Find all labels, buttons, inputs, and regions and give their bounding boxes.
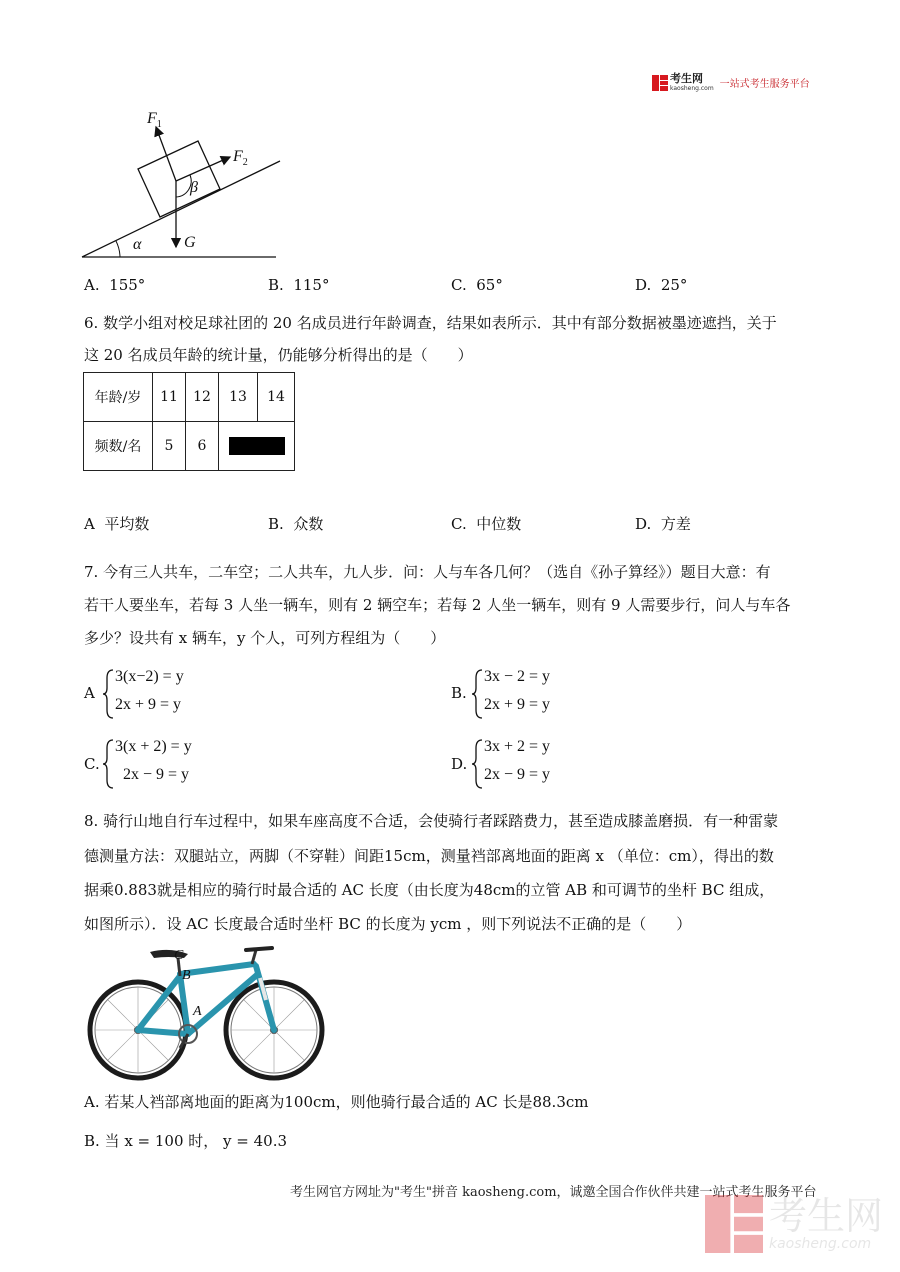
- watermark-name: 考生网: [769, 1194, 884, 1238]
- q6-option-b[interactable]: B. 众数: [268, 515, 324, 533]
- label-f2: $F_2$: [233, 148, 248, 169]
- watermark: [705, 1195, 883, 1253]
- label-f1: $F_1$: [147, 110, 162, 131]
- bike-label-c: C: [174, 948, 184, 963]
- q7-option-b-letter[interactable]: B.: [451, 684, 467, 702]
- q7-option-d-letter[interactable]: D.: [451, 755, 468, 773]
- watermark-url: kaosheng.com: [769, 1236, 872, 1252]
- q7-text-line3: 多少？设共有 x 辆车，y 个人，可列方程组为（ ）: [84, 629, 446, 647]
- q6-option-a[interactable]: A 平均数: [84, 515, 150, 533]
- table-cell: 年龄/岁: [84, 373, 153, 422]
- footer-text: 考生网官方网址为"考生"拼音 kaosheng.com，诚邀全国合作伙伴共建一站式考生服务平台: [290, 1185, 817, 1200]
- q7-option-c-eq1: 3(x + 2) = y: [115, 738, 192, 755]
- q7-text-line2: 若干人要坐车，若每 3 人坐一辆车，则有 2 辆空车；若每 2 人坐一辆车，则有 9 人需要步行，问人与车各: [84, 596, 791, 614]
- q5-option-d[interactable]: D. 25°: [635, 276, 688, 294]
- label-g: G: [184, 234, 196, 251]
- bike-frame: [138, 964, 274, 1034]
- f2-arrow: [176, 157, 230, 181]
- q7-option-a-eq2: 2x + 9 = y: [115, 696, 182, 713]
- incline-line: [82, 161, 280, 257]
- q7-option-a-eq1: 3(x−2) = y: [115, 668, 184, 685]
- label-alpha: α: [133, 236, 142, 253]
- q5-option-c[interactable]: C. 65°: [451, 276, 503, 294]
- q8-option-b[interactable]: B. 当 x = 100 时， y = 40.3: [84, 1132, 288, 1150]
- q5-option-b[interactable]: B. 115°: [268, 276, 330, 294]
- q7-option-d-eq1: 3x + 2 = y: [484, 738, 551, 755]
- label-beta: β: [190, 179, 198, 196]
- header-slogan: 一站式考生服务平台: [719, 79, 810, 90]
- table-cell: 12: [186, 373, 219, 422]
- q7-option-c-letter[interactable]: C.: [84, 755, 100, 773]
- bike-label-a: A: [193, 1004, 202, 1019]
- q7-option-d-eq2: 2x − 9 = y: [484, 766, 551, 783]
- ink-blot: [229, 437, 285, 455]
- logo-name: 考生网: [670, 72, 703, 85]
- q7-option-b-eq1: 3x − 2 = y: [484, 668, 551, 685]
- logo-url: kaosheng.com: [670, 85, 714, 92]
- q6-option-d[interactable]: D. 方差: [635, 515, 691, 533]
- q8-text-line2: 德测量方法：双腿站立，两脚（不穿鞋）间距15cm，测量裆部离地面的距离 x （单位：cm），得出的数: [84, 847, 774, 865]
- handlebar: [246, 948, 272, 950]
- bicycle-image: [80, 944, 330, 1082]
- q6-option-c[interactable]: C. 中位数: [451, 515, 522, 533]
- f1-arrow: [156, 127, 176, 181]
- q7-option-a-brace: [101, 668, 115, 720]
- ink-covered-cell: [219, 422, 295, 471]
- logo-icon: [652, 75, 668, 91]
- q7-option-b-eq2: 2x + 9 = y: [484, 696, 551, 713]
- q5-option-a[interactable]: A. 155°: [84, 276, 146, 294]
- q8-text-line4: 如图所示）．设 AC 长度最合适时坐杆 BC 的长度为 ycm ，则下列说法不正确的是（ ）: [84, 915, 692, 933]
- table-cell: 14: [258, 373, 295, 422]
- table-cell: 5: [153, 422, 186, 471]
- q7-option-b-brace: [470, 668, 484, 720]
- q7-option-d-brace: [470, 738, 484, 790]
- header-logo: [652, 73, 810, 92]
- table-cell: 11: [153, 373, 186, 422]
- q8-text-line1: 8. 骑行山地自行车过程中，如果车座高度不合适，会使骑行者踩踏费力，甚至造成膝盖磨损．有一种雷蒙: [84, 812, 779, 830]
- q6-text-line1: 6. 数学小组对校足球社团的 20 名成员进行年龄调查，结果如表所示．其中有部分数据被墨迹遮挡，关于: [84, 314, 777, 332]
- q8-option-a[interactable]: A. 若某人裆部离地面的距离为100cm，则他骑行最合适的 AC 长是88.3cm: [84, 1093, 589, 1111]
- q7-option-a-letter[interactable]: A: [84, 684, 95, 702]
- table-cell: 频数/名: [84, 422, 153, 471]
- q7-option-c-brace: [101, 738, 115, 790]
- table-row: [84, 422, 295, 471]
- alpha-arc: [116, 241, 120, 257]
- table-cell: 13: [219, 373, 258, 422]
- q7-text-line1: 7. 今有三人共车，二车空；二人共车，九人步．问：人与车各几何？（选自《孙子算经》）题目大意：有: [84, 563, 771, 581]
- table-cell: 6: [186, 422, 219, 471]
- q6-text-line2: 这 20 名成员年龄的统计量，仍能够分析得出的是（ ）: [84, 346, 473, 364]
- q8-text-line3: 据乘0.883就是相应的骑行时最合适的 AC 长度（由长度为48cm的立管 AB 和可调节的坐杆 BC 组成，: [84, 881, 775, 899]
- age-frequency-table: [83, 372, 295, 471]
- bike-label-b: B: [182, 968, 191, 983]
- table-row: [84, 373, 295, 422]
- watermark-logo-icon: [705, 1195, 763, 1253]
- q7-option-c-eq2: 2x − 9 = y: [123, 766, 190, 783]
